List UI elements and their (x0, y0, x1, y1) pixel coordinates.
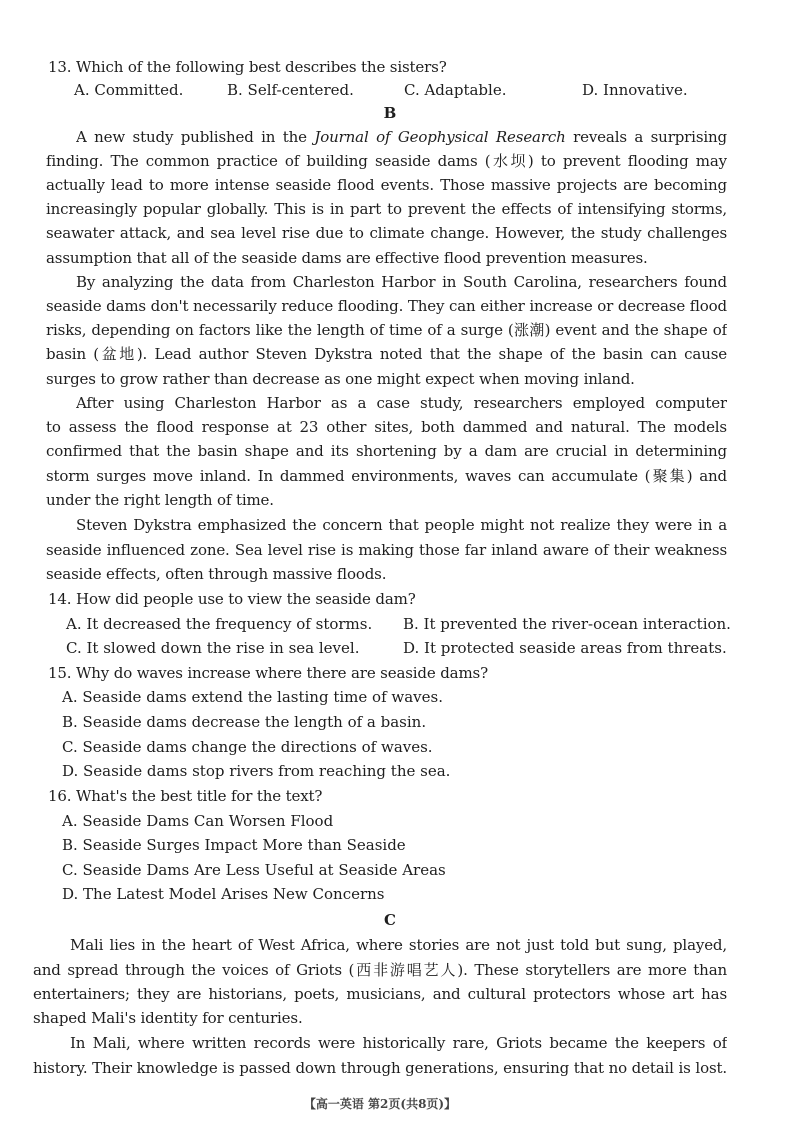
b-p2-line-5: surges to grow rather than decrease as one might expect when moving inland. (46, 370, 635, 388)
q13-stem: 13. Which of the following best describes the sisters? (48, 58, 447, 76)
page-footer: 【高一英语 第2页(共8页)】 (303, 1097, 457, 1111)
section-c-heading: C (384, 911, 396, 929)
section-b-heading: B (383, 104, 397, 122)
q16-option-c: C. Seaside Dams Are Less Useful at Seaside Areas (62, 861, 446, 879)
q16-option-b: B. Seaside Surges Impact More than Seaside (62, 836, 406, 854)
b-p2-line-4: basin (盆地). Lead author Steven Dykstra noted that the shape of the basin can cause (46, 345, 727, 363)
b-p4-line-2: seaside influenced zone. Sea level rise is making those far inland aware of their weakness (46, 541, 727, 559)
b-p2-line-1: By analyzing the data from Charleston Harbor in South Carolina, researchers found (76, 273, 727, 291)
b-p3-line-3: confirmed that the basin shape and its shortening by a dam are crucial in determining (46, 442, 727, 460)
q14-option-c: C. It slowed down the rise in sea level. (66, 639, 360, 657)
q15-option-c: C. Seaside dams change the directions of waves. (62, 738, 433, 756)
q14-option-d: D. It protected seaside areas from threats. (403, 639, 727, 657)
b-p3-line-2: to assess the flood response at 23 other sites, both dammed and natural. The models (46, 418, 727, 436)
c-p1-line-2: and spread through the voices of Griots (西非游唱艺人). These storytellers are more than (33, 961, 727, 979)
q15-option-a: A. Seaside dams extend the lasting time of waves. (62, 688, 443, 706)
b-p4-line-1: Steven Dykstra emphasized the concern that people might not realize they were in a (76, 516, 727, 534)
c-p2-line-1: In Mali, where written records were historically rare, Griots became the keepers of (70, 1034, 727, 1052)
b-p3-line-5: under the right length of time. (46, 491, 274, 509)
b-p1-line-2: finding. The common practice of building seaside dams (水坝) to prevent flooding may (46, 152, 727, 170)
b-p1-line-4: increasingly popular globally. This is in part to prevent the effects of intensifying storms, (46, 200, 727, 218)
journal-title: Journal of Geophysical Research (314, 128, 566, 146)
q16-stem: 16. What's the best title for the text? (48, 787, 323, 805)
b-p4-line-3: seaside effects, often through massive floods. (46, 565, 387, 583)
q16-option-d: D. The Latest Model Arises New Concerns (62, 885, 385, 903)
q14-option-b: B. It prevented the river-ocean interaction. (403, 615, 731, 633)
c-p2-line-2: history. Their knowledge is passed down through generations, ensuring that no detail is lost. (33, 1059, 727, 1077)
b-p1-line-1: A new study published in the Journal of Geophysical Research reveals a surprising (76, 128, 727, 146)
q13-option-b: B. Self-centered. (227, 81, 354, 99)
c-p1-line-4: shaped Mali's identity for centuries. (33, 1009, 303, 1027)
q13-option-c: C. Adaptable. (404, 81, 507, 99)
q16-option-a: A. Seaside Dams Can Worsen Flood (62, 812, 334, 830)
c-p1-line-1: Mali lies in the heart of West Africa, where stories are not just told but sung, played, (70, 936, 727, 954)
q15-stem: 15. Why do waves increase where there are seaside dams? (48, 664, 488, 682)
q15-option-d: D. Seaside dams stop rivers from reaching the sea. (62, 762, 451, 780)
q13-option-d: D. Innovative. (582, 81, 688, 99)
b-p1-line-6: assumption that all of the seaside dams are effective flood prevention measures. (46, 249, 648, 267)
q14-option-a: A. It decreased the frequency of storms. (66, 615, 373, 633)
b-p3-line-4: storm surges move inland. In dammed environments, waves can accumulate (聚集) and (46, 467, 727, 485)
b-p2-line-3: risks, depending on factors like the length of time of a surge (涨潮) event and the shape of (46, 321, 727, 339)
q13-option-a: A. Committed. (74, 81, 184, 99)
b-p1-line-3: actually lead to more intense seaside flood events. Those massive projects are becoming (46, 176, 727, 194)
b-p3-line-1: After using Charleston Harbor as a case study, researchers employed computer (76, 394, 727, 412)
b-p2-line-2: seaside dams don't necessarily reduce flooding. They can either increase or decrease flood (46, 297, 727, 315)
q14-stem: 14. How did people use to view the seaside dam? (48, 590, 416, 608)
c-p1-line-3: entertainers; they are historians, poets, musicians, and cultural protectors whose art has (33, 985, 727, 1003)
q15-option-b: B. Seaside dams decrease the length of a basin. (62, 713, 427, 731)
b-p1-line-5: seawater attack, and sea level rise due to climate change. However, the study challenges (46, 224, 727, 242)
